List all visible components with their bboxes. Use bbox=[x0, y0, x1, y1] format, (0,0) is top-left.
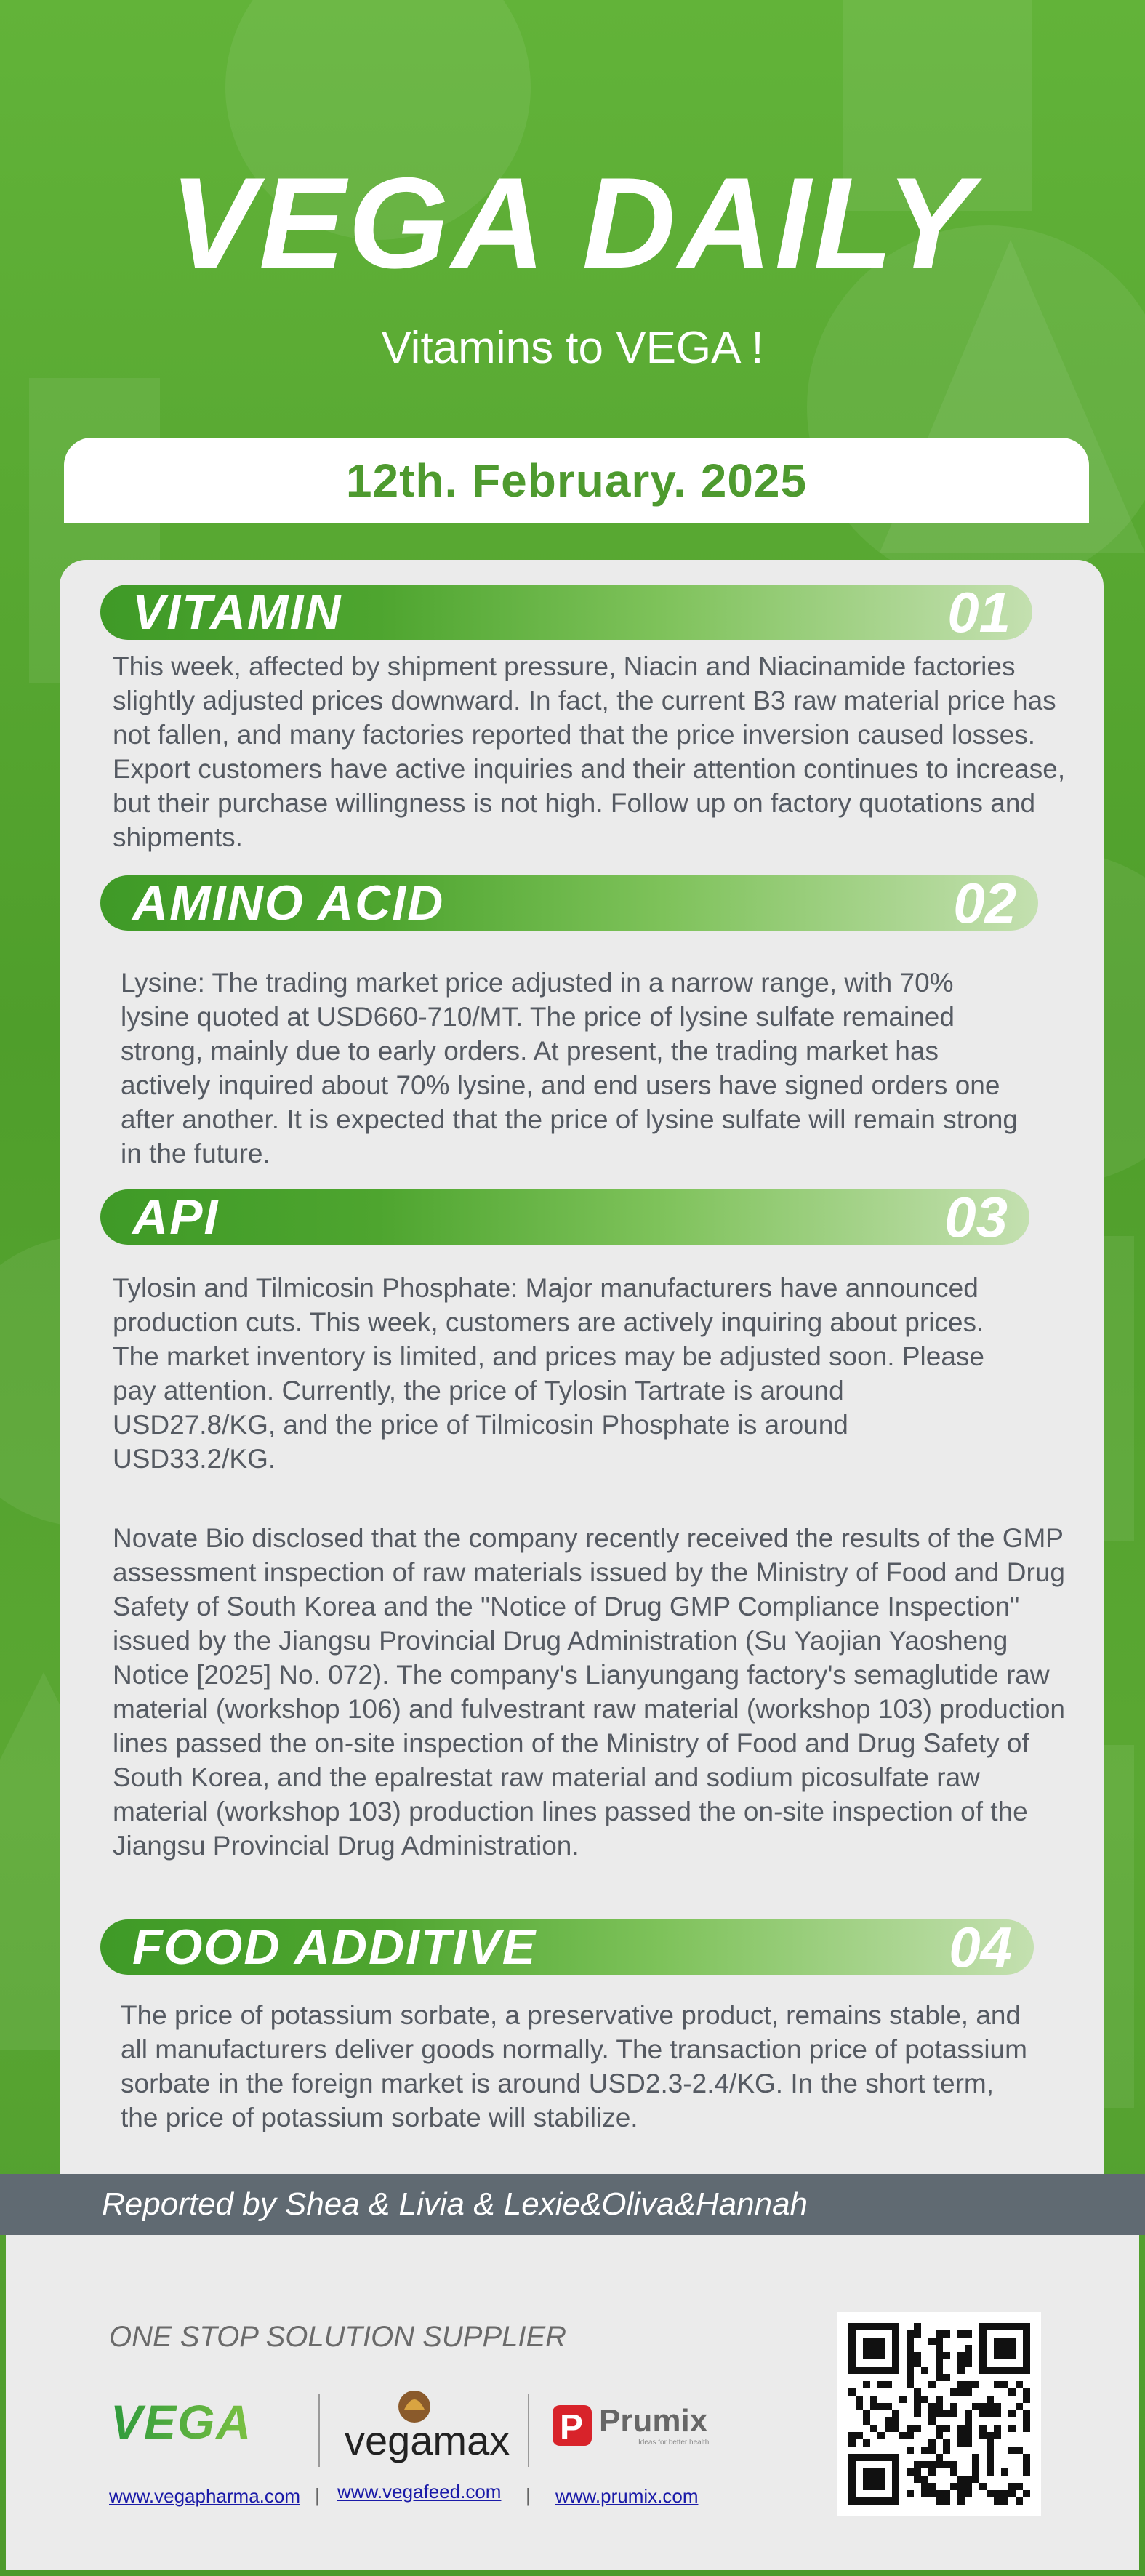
link-separator: | bbox=[526, 2484, 531, 2506]
section-header-food-additive bbox=[100, 1915, 1034, 1979]
prumix-link[interactable]: www.prumix.com bbox=[555, 2485, 699, 2507]
section-title: AMINO ACID bbox=[132, 875, 445, 931]
reporter-bar bbox=[0, 2174, 1145, 2235]
date-banner bbox=[64, 438, 1089, 523]
supplier-tagline: ONE STOP SOLUTION SUPPLIER bbox=[109, 2321, 567, 2353]
vega-wordmark: VEGA bbox=[111, 2399, 253, 2446]
api-paragraph-2: Novate Bio disclosed that the company recently received the results of the GMP assessment inspection of raw materials issued by the Ministry of Food and Drug Safety of South Korea and the "Notice of Drug GMP Compliance Inspection" issued by the Jiangsu Provincial Drug Administration (Su Yaojian Yaosheng Notice [2025] No. 072). The company's Lianyungang factory's semaglutide raw material (workshop 106) and fulvestrant raw material (workshop 103) production lines passed the on-site inspection of the Ministry of Food and Drug Safety of South Korea, and the epalrestat raw material and sodium picosulfate raw material (workshop 103) production lines passed the on-site inspection of the Jiangsu Provincial Drug Administration. bbox=[113, 1523, 1065, 1861]
amino-acid-paragraph: Lysine: The trading market price adjusted in a narrow range, with 70% lysine quoted at USD660-710/MT. The price of lysine sulfate remained strong, mainly due to early orders. At present, the trading market has actively inquired about 70% lysine, and end users have signed orders one after another. It is expected that the price of lysine sulfate will remain strong in the future. bbox=[121, 968, 1018, 1168]
reporter-credit: Reported by Shea & Livia & Lexie&Oliva&Hannah bbox=[102, 2186, 808, 2222]
section-header-vitamin bbox=[100, 580, 1032, 644]
food-additive-paragraph: The price of potassium sorbate, a preservative product, remains stable, and all manufacturers deliver goods normally. The transaction price of potassium sorbate in the foreign market is around USD2.3-2.4/KG. In the short term, the price of potassium sorbate will stabilize. bbox=[121, 2000, 1027, 2132]
vegafeed-link[interactable]: www.vegafeed.com bbox=[337, 2481, 502, 2503]
section-header-api bbox=[100, 1185, 1029, 1249]
prumix-p-icon bbox=[553, 2405, 592, 2447]
vegapharma-link[interactable]: www.vegapharma.com bbox=[109, 2485, 300, 2507]
link-separator: | bbox=[315, 2484, 320, 2506]
vegamax-wordmark: vegamax bbox=[345, 2417, 510, 2463]
prumix-tagline: Ideas for better health bbox=[638, 2439, 710, 2447]
section-number: 01 bbox=[947, 580, 1011, 644]
section-number: 02 bbox=[953, 871, 1016, 935]
logo-divider bbox=[528, 2394, 529, 2467]
qr-code bbox=[837, 2312, 1041, 2516]
section-title: API bbox=[132, 1189, 220, 1245]
section-header-amino-acid bbox=[100, 871, 1038, 935]
masthead-subtitle: Vitamins to VEGA ! bbox=[381, 323, 764, 373]
svg-text:P: P bbox=[560, 2408, 584, 2447]
vega-logo bbox=[109, 2399, 298, 2449]
vegamax-logo bbox=[342, 2385, 531, 2468]
section-title: VITAMIN bbox=[132, 585, 342, 640]
issue-date: 12th. February. 2025 bbox=[345, 454, 808, 507]
section-number: 03 bbox=[944, 1185, 1008, 1249]
vega-logo-mark bbox=[109, 2399, 298, 2446]
section-title: FOOD ADDITIVE bbox=[132, 1919, 537, 1975]
masthead-title: VEGA DAILY bbox=[169, 151, 976, 295]
logo-divider bbox=[318, 2394, 320, 2467]
vitamin-paragraph: This week, affected by shipment pressure, Niacin and Niacinamide factories slightly adjusted prices downward. In fact, the current B3 raw material price has not fallen, and many factories reported that the price inversion caused losses. Export customers have active inquiries and their attention continues to increase, but their purchase willingness is not high. Follow up on factory quotations and shipments. bbox=[113, 651, 1066, 852]
prumix-logo bbox=[551, 2399, 726, 2461]
qr-code-icon bbox=[837, 2312, 1041, 2516]
section-number: 04 bbox=[949, 1915, 1012, 1979]
api-paragraph-1: Tylosin and Tilmicosin Phosphate: Major manufacturers have announced production cuts. This week, customers are actively inquiring about prices. The market inventory is limited, and prices may be adjusted soon. Please pay attention. Currently, the price of Tylosin Tartrate is around USD27.8/KG, and the price of Tilmicosin Phosphate is around USD33.2/KG. bbox=[113, 1273, 984, 1474]
prumix-wordmark: Prumix bbox=[599, 2403, 708, 2439]
